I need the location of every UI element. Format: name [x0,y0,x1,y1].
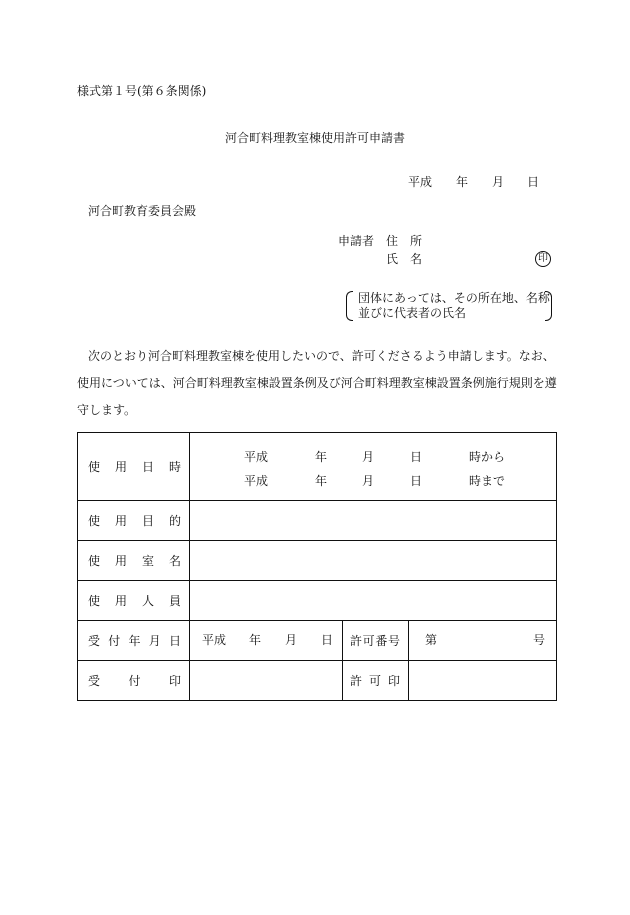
address-label: 住 所 [386,234,422,248]
received-date-field[interactable] [190,621,343,661]
permit-seal-field[interactable] [409,661,557,701]
to-day: 日 [410,473,423,488]
row-usage-datetime [78,433,557,501]
received-seal-field[interactable] [190,661,343,701]
purpose-label: 使 用 目 的 [88,514,181,528]
row-people [78,581,557,621]
received-year: 年 [249,632,262,647]
from-suffix: 時から [469,449,506,464]
group-note [346,291,552,319]
permit-number-suffix: 号 [533,632,546,647]
body-line-1: 次のとおり河合町料理教室棟を使用したいので、許可くださるよう申請します。なお、 [88,349,555,363]
from-year: 年 [315,449,328,464]
left-brace [346,291,353,321]
date-day: 日 [527,175,540,189]
body-line-2: 使用については、河合町料理教室棟設置条例及び河合町料理教室棟設置条例施行規則を遵 [77,376,557,390]
application-table [77,432,557,701]
usage-datetime-field[interactable] [190,433,557,501]
to-month: 月 [362,473,375,488]
received-date-label: 受 付 年 月 日 [88,634,181,648]
row-room [78,541,557,581]
date-era: 平成 [408,175,433,189]
seal-mark: 印 [535,251,551,267]
date-month: 月 [492,175,505,189]
permit-seal-label: 許 可 印 [350,674,400,688]
date-year: 年 [456,175,469,189]
row-seals [78,661,557,701]
received-day: 日 [321,632,334,647]
room-field[interactable] [190,541,557,581]
room-label: 使 用 室 名 [88,554,181,568]
applicant-label: 申請者 [338,234,375,248]
from-era: 平成 [244,449,269,464]
group-note-line1: 団体にあっては、その所在地、名称 [358,291,550,305]
addressee: 河合町教育委員会殿 [88,204,197,218]
to-suffix: 時まで [469,473,506,488]
usage-datetime-label: 使 用 日 時 [88,460,181,474]
permit-number-prefix: 第 [425,632,438,647]
body-line-3: 守します。 [77,403,137,417]
people-label: 使 用 人 員 [88,594,181,608]
group-note-line2: 並びに代表者の氏名 [358,306,467,320]
to-era: 平成 [244,473,269,488]
from-day: 日 [410,449,423,464]
name-label: 氏 名 [386,252,422,266]
permit-number-field[interactable] [409,621,557,661]
from-month: 月 [362,449,375,464]
people-field[interactable] [190,581,557,621]
purpose-field[interactable] [190,501,557,541]
row-received-date [78,621,557,661]
row-purpose [78,501,557,541]
form-number: 様式第１号(第６条関係) [77,84,207,98]
received-era: 平成 [202,632,227,647]
permit-number-label: 許 可 番 号 [350,634,400,648]
received-seal-label: 受 付 印 [88,674,181,688]
document-title: 河合町料理教室棟使用許可申請書 [225,131,406,145]
received-month: 月 [285,632,298,647]
to-year: 年 [315,473,328,488]
